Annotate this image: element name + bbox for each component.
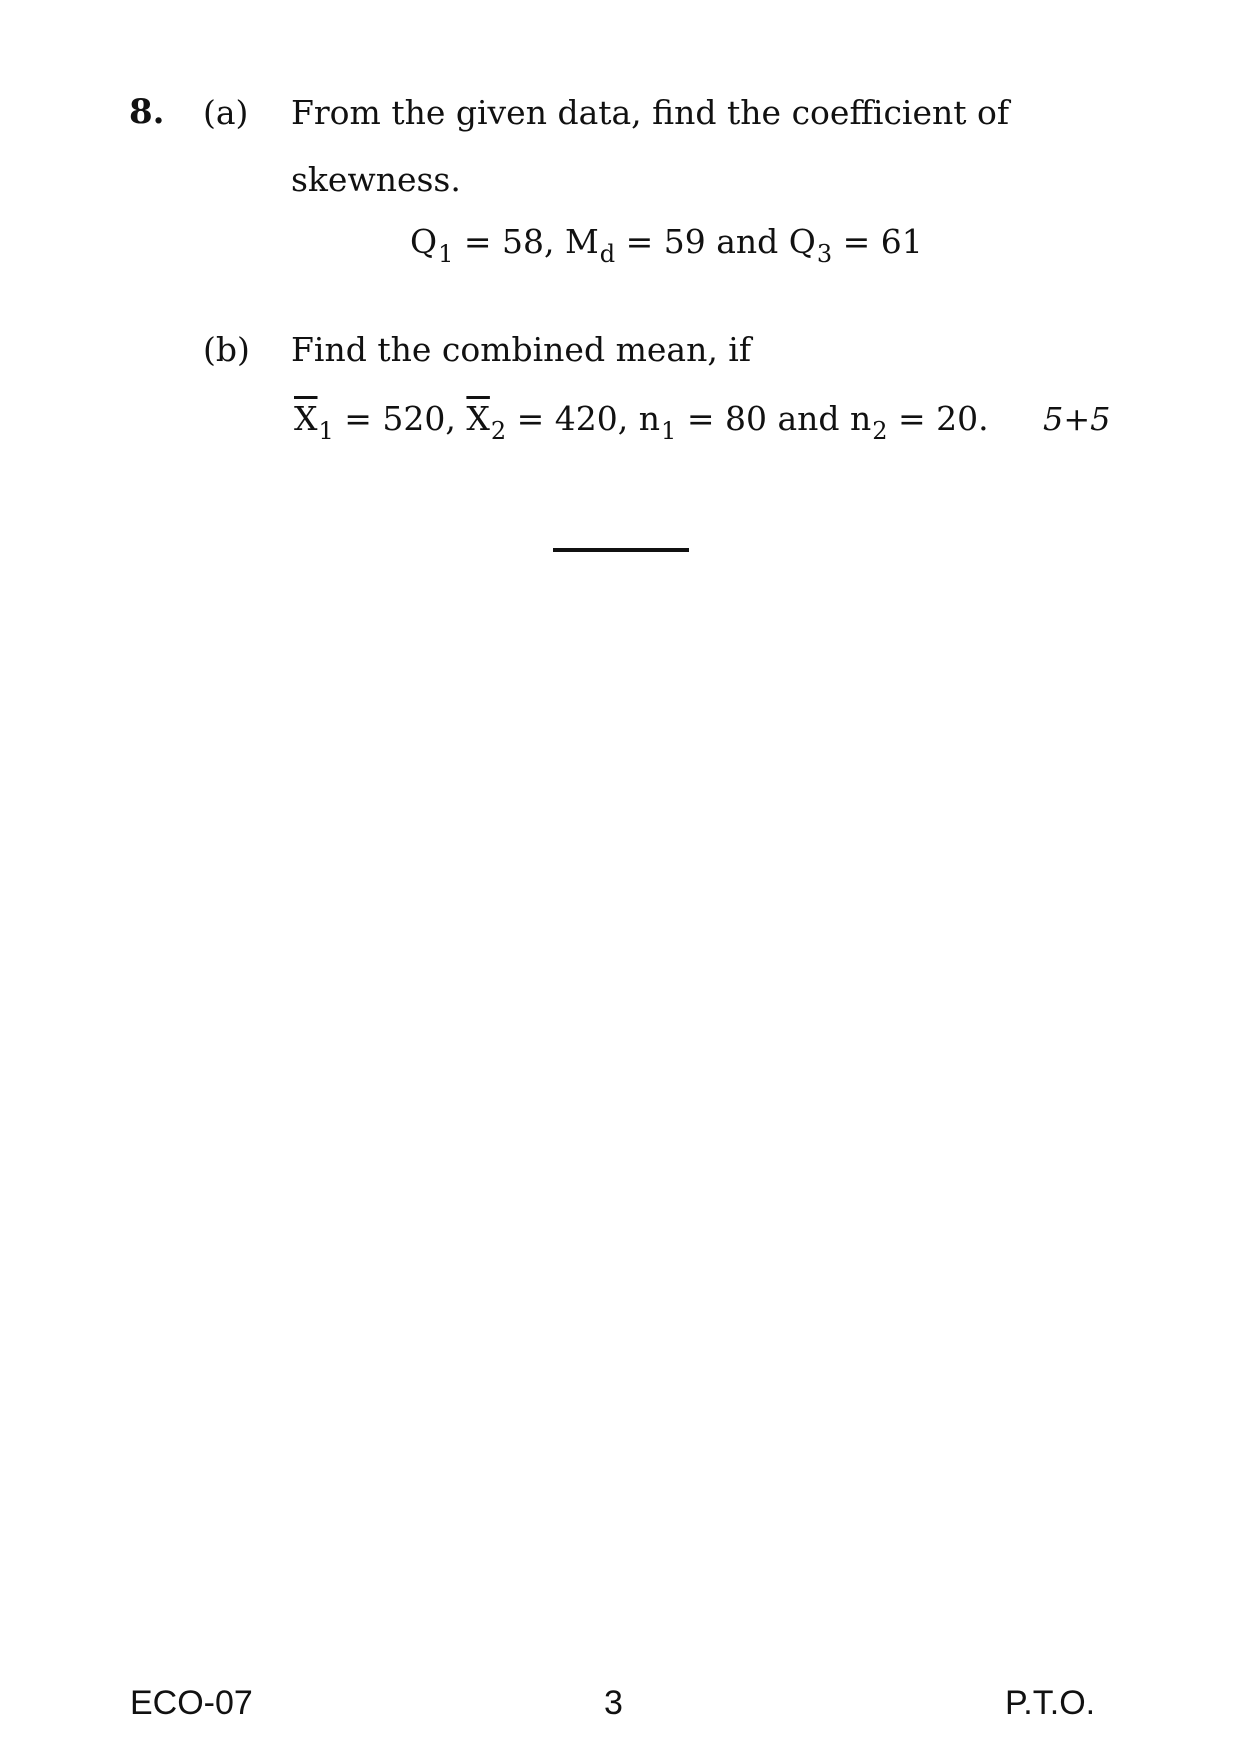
footer-course-code: ECO-07 [130, 1684, 253, 1722]
md-subscript: d [599, 240, 616, 268]
q1-subscript: 1 [438, 240, 454, 268]
n2-subscript: 2 [872, 417, 888, 445]
part-b-formula [294, 399, 989, 445]
part-a-formula [410, 222, 923, 268]
x1-bar-symbol: $\overline{X}$ [294, 399, 318, 438]
q3-subscript: 3 [816, 240, 833, 268]
n1-value: = 80 and [676, 399, 850, 438]
x2-bar-symbol: $\overline{X}$ [466, 399, 490, 438]
x2-subscript: 2 [490, 417, 507, 445]
part-b-label: (b) [203, 330, 250, 369]
part-a-text-line1: From the given data, find the coefficient of [291, 93, 1010, 132]
x1-subscript: 1 [318, 417, 334, 445]
question-number: 8. [129, 92, 165, 132]
md-symbol: M [564, 222, 599, 261]
part-b-text: Find the combined mean, if [291, 330, 752, 369]
q1-value: = 58, [453, 222, 565, 261]
end-of-question-rule [553, 548, 689, 552]
n2-value: = 20. [887, 399, 989, 438]
q1-symbol: Q [410, 222, 438, 261]
n1-symbol: n [638, 399, 661, 438]
footer-page-number: 3 [604, 1684, 623, 1722]
q3-symbol: Q [788, 222, 816, 261]
md-value: = 59 and [615, 222, 789, 261]
q3-value: = 61 [832, 222, 923, 261]
part-a-text-line2: skewness. [291, 160, 461, 199]
n2-symbol: n [849, 399, 872, 438]
n1-subscript: 1 [661, 417, 677, 445]
x1-value: = 520, [333, 399, 467, 438]
marks-allocation: 5+5 [1043, 400, 1111, 438]
footer-pto: P.T.O. [1005, 1684, 1096, 1722]
part-a-label: (a) [203, 93, 249, 132]
x2-value: = 420, [506, 399, 639, 438]
